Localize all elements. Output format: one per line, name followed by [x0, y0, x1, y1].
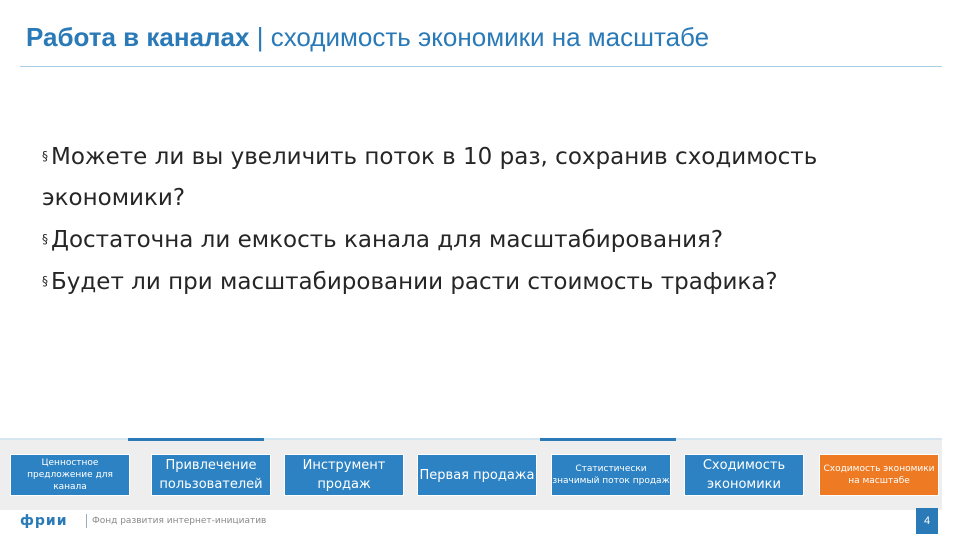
step-label: Сходимость экономики на масштабе — [823, 464, 935, 486]
slide-title-bold: Работа в каналах — [26, 22, 250, 52]
footer-tagline: Фонд развития интернет-инициатив — [92, 516, 267, 526]
step-label: Ценностное предложение для канала — [27, 458, 113, 492]
slide-title — [26, 22, 709, 53]
bullet-mark-icon: § — [42, 274, 48, 288]
step-economics-at-scale[interactable] — [819, 454, 939, 496]
process-strip-accent — [540, 438, 676, 441]
process-strip-accent — [128, 438, 264, 441]
step-unit-economics[interactable] — [684, 454, 804, 496]
title-divider — [20, 66, 942, 67]
frii-logo: фрии — [20, 513, 68, 529]
bullet-text: Достаточна ли емкость канала для масштабирования? — [51, 227, 724, 253]
bullet-mark-icon: § — [42, 232, 48, 246]
step-user-acquisition[interactable] — [151, 454, 271, 496]
step-significant-sales-flow[interactable] — [551, 454, 671, 496]
bullet-text: Можете ли вы увеличить поток в 10 раз, сохранив сходимость экономики? — [42, 144, 818, 211]
bullet-item — [42, 261, 842, 303]
step-label: Статистически значимый поток продаж — [552, 464, 670, 486]
step-sales-tool[interactable] — [284, 454, 404, 496]
step-label: Первая продажа — [419, 467, 535, 483]
bullet-mark-icon: § — [42, 149, 48, 163]
step-label: Сходимость экономики — [702, 458, 786, 492]
step-first-sale[interactable] — [417, 454, 537, 496]
step-label: Привлечение пользователей — [159, 458, 263, 492]
page-number: 4 — [916, 508, 938, 534]
slide-title-separator: | — [256, 22, 264, 52]
bullet-list — [42, 136, 842, 303]
bullet-item — [42, 219, 842, 261]
step-label: Инструмент продаж — [302, 458, 386, 492]
logo-divider — [86, 514, 87, 528]
step-value-proposition[interactable] — [10, 454, 130, 496]
slide-title-rest: сходимость экономики на масштабе — [270, 22, 710, 52]
bullet-text: Будет ли при масштабировании расти стоимость трафика? — [51, 269, 778, 295]
bullet-item — [42, 136, 842, 219]
